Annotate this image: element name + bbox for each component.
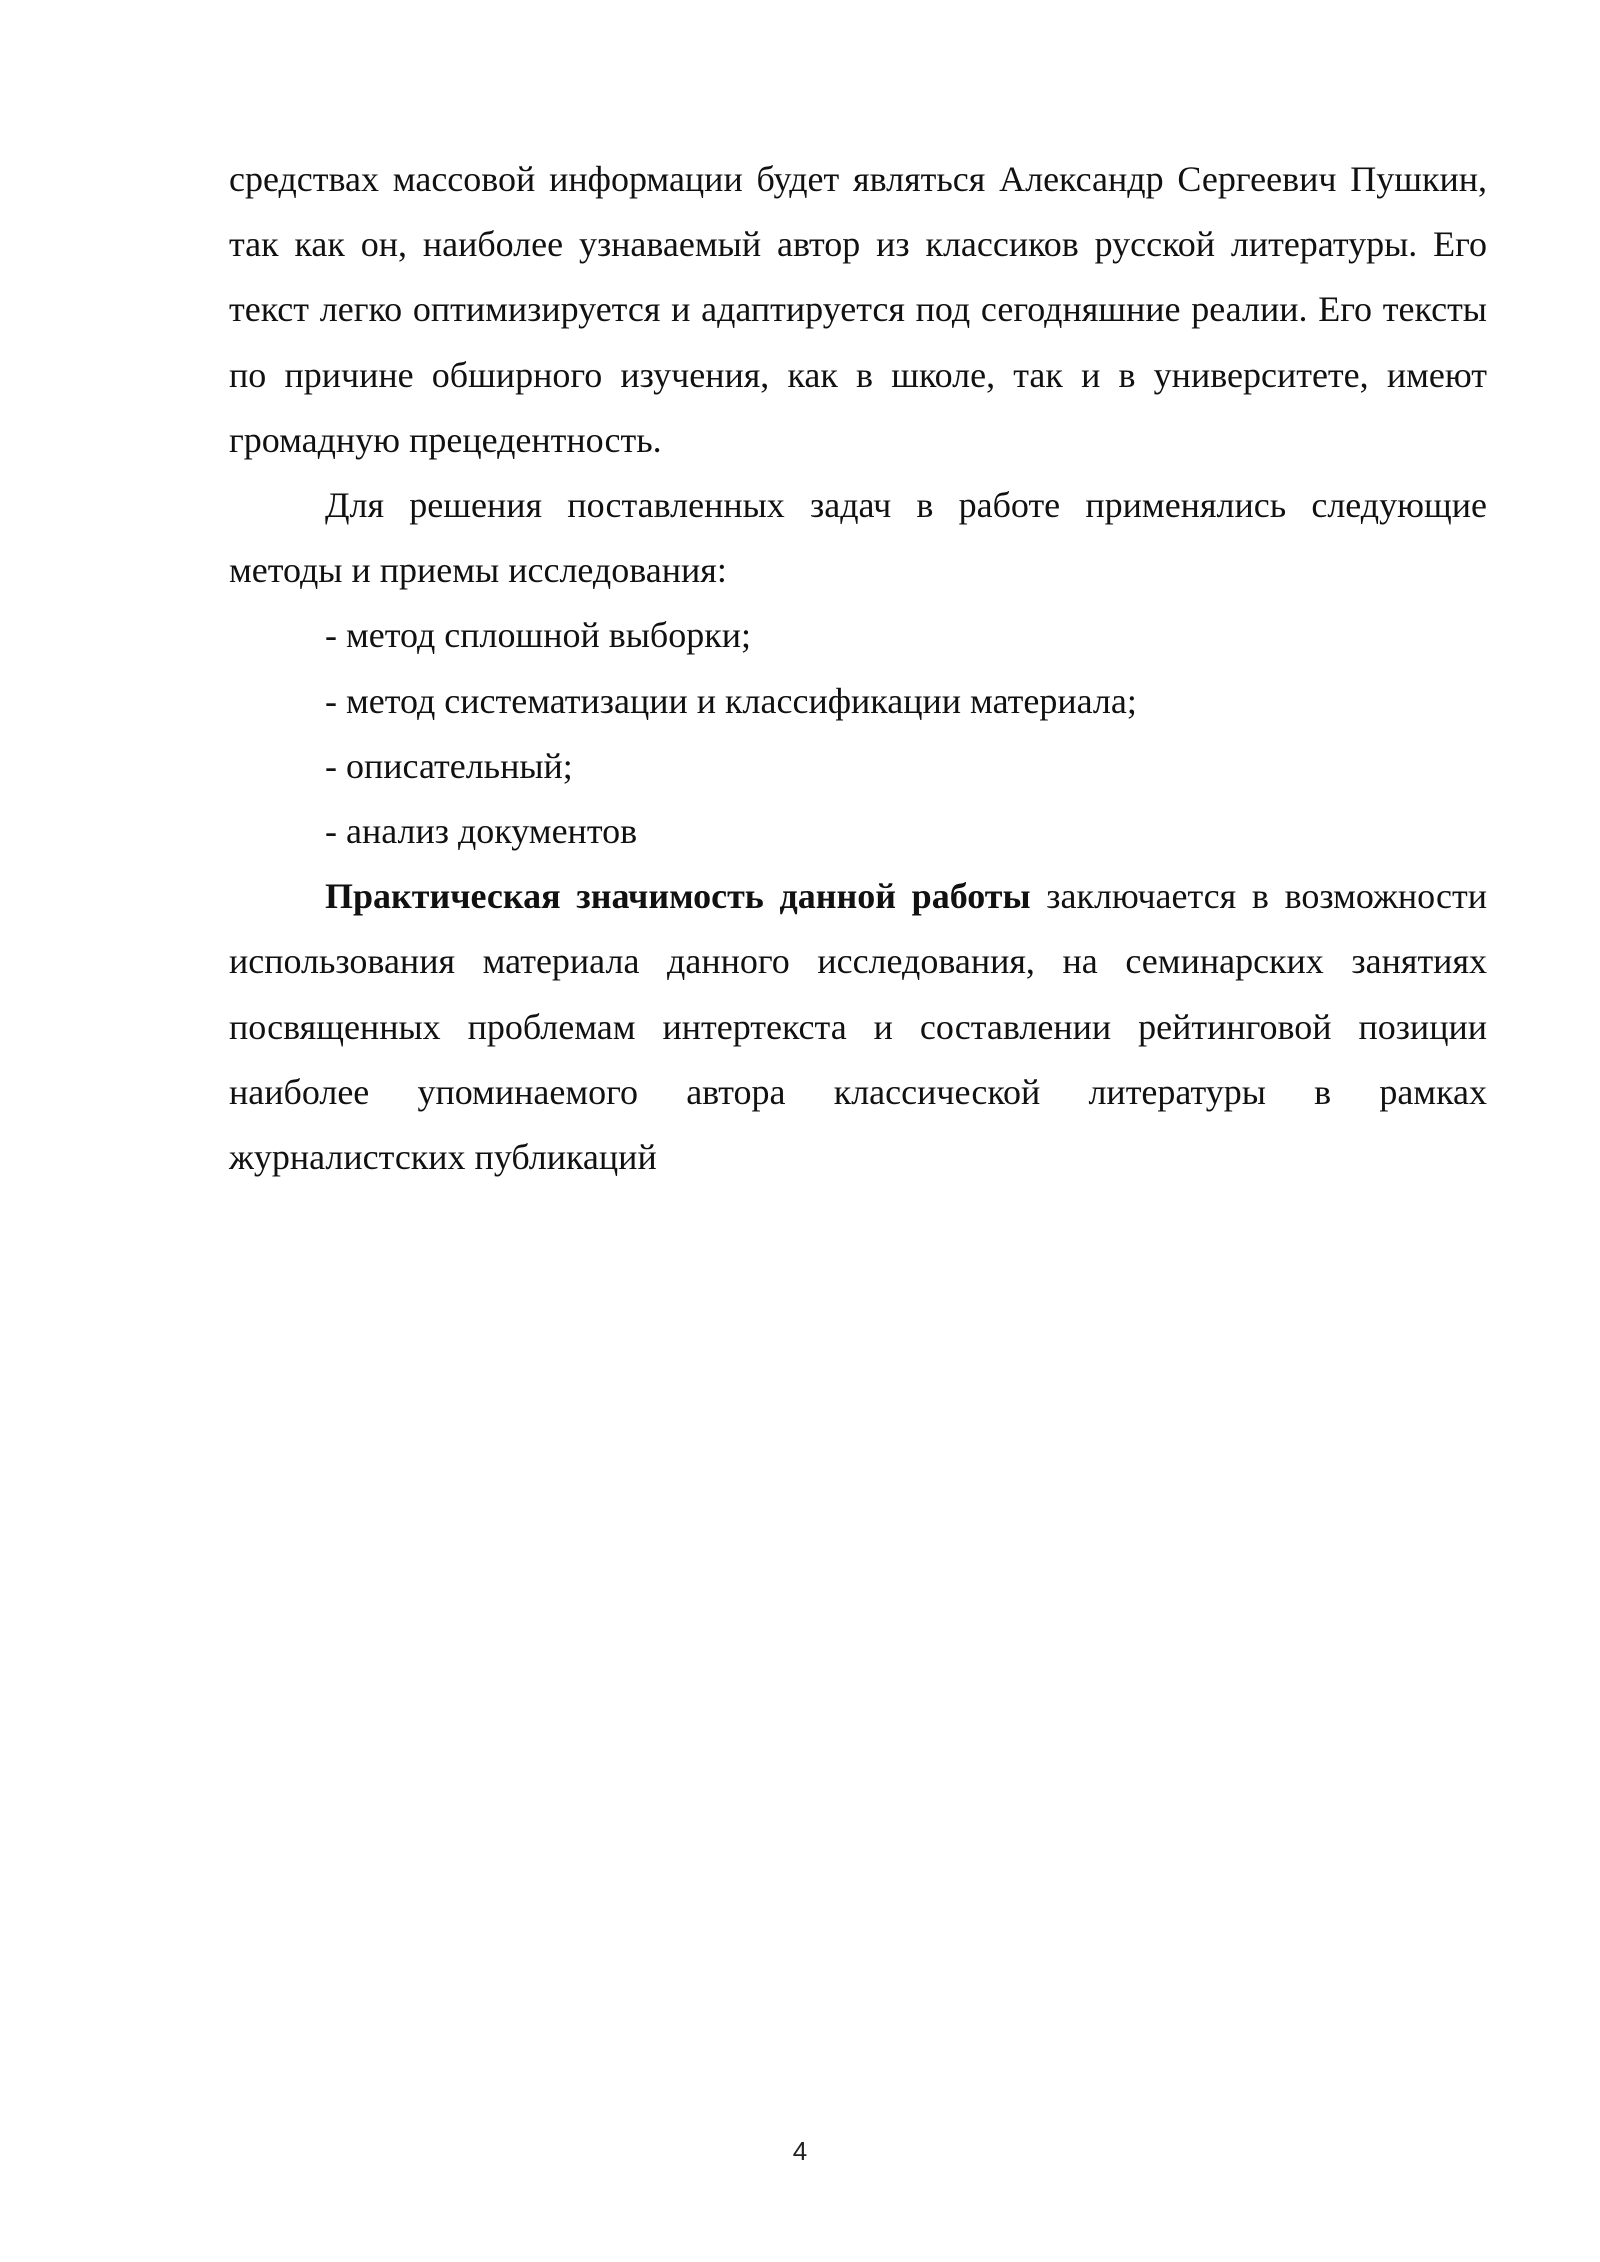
paragraph-methods-intro: Для решения поставленных задач в работе применялись следующие методы и приемы исследования: [229,485,1487,591]
practical-significance-heading: Практическая значимость данной работы [325,876,1031,917]
practical-significance-text: заключается в возможности использования материала данного исследования, на семинарских занятиях посвященных проблемам интертекста и составлении рейтинговой позиции наиболее упоминаемого автора классической литературы в рамках журналистских публикаций [229,876,1487,1178]
list-item: - анализ документов [325,811,638,852]
list-item: - описательный; [325,745,573,786]
list-item: - метод сплошной выборки; [325,615,752,656]
list-item: - метод систематизации и классификации материала; [325,680,1137,721]
page-number: 4 [792,2136,808,2166]
paragraph-practical-significance [229,864,1487,1190]
document-body [229,147,1487,1190]
paragraph-continuation: средствах массовой информации будет являться Александр Сергеевич Пушкин, так как он, наиболее узнаваемый автор из классиков русской литературы. Его текст легко оптимизируется и адаптируется под сегодняшние реалии. Его тексты по причине обширного изучения, как в школе, так и в университете, имеют громадную прецедентность. [229,159,1487,460]
